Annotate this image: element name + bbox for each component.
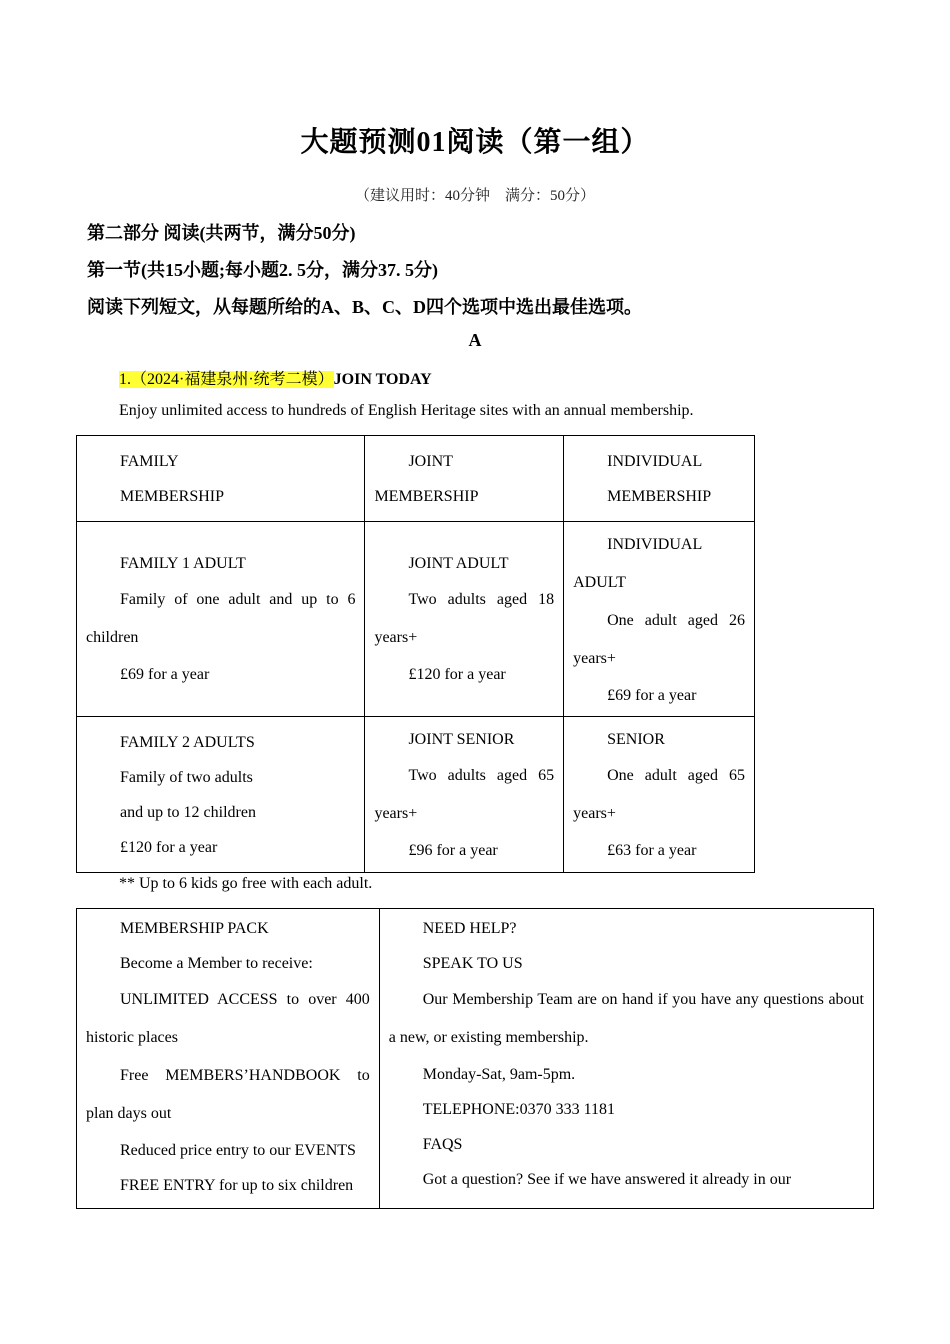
cell-text: JOINT ADULT	[408, 555, 509, 572]
cell-text: FAQS	[422, 1136, 463, 1153]
cell-text: and up to 12 children	[120, 803, 256, 821]
cell-text: NEED HELP?	[422, 920, 517, 937]
question-line	[119, 366, 432, 389]
cell-text: SENIOR	[607, 730, 665, 748]
time-and-score-note: （建议用时：40分钟 满分：50分）	[354, 188, 595, 204]
passage-intro: Enjoy unlimited access to hundreds of English Heritage sites with an annual membership.	[119, 402, 694, 419]
directions: 阅读下列短文，从每题所给的A、B、C、D四个选项中选出最佳选项。	[87, 297, 642, 317]
cell-text: FAMILY 2 ADULTS	[120, 733, 255, 751]
cell-text: Our Membership Team are on hand if you have any questions about a new, or existing membership.	[388, 991, 864, 1046]
page-title: 大题预测01阅读（第一组）	[300, 127, 650, 158]
section-heading: 第一节(共15小题;每小题2. 5分，满分37. 5分)	[87, 260, 438, 280]
passage-letter: A	[468, 330, 482, 350]
cell-text: Two adults aged 18 years+	[374, 591, 555, 646]
cell-text: MEMBERSHIP	[607, 487, 712, 505]
membership-table	[76, 435, 755, 873]
cell-text: Two adults aged 65 years+	[374, 766, 555, 822]
info-table	[76, 908, 874, 1209]
cell-text: Free MEMBERS’HANDBOOK to plan days out	[86, 1067, 370, 1122]
cell-text: £120 for a year	[408, 666, 506, 683]
cell-text: Reduced price entry to our EVENTS	[120, 1142, 356, 1159]
table-header-row	[77, 436, 755, 522]
cell-joint-senior	[365, 717, 564, 873]
cell-family-1-adult	[77, 522, 365, 717]
cell-text: INDIVIDUAL ADULT	[573, 535, 703, 591]
cell-senior	[564, 717, 755, 873]
cell-joint-adult	[365, 522, 564, 717]
cell-text: Family of one adult and up to 6 children	[86, 591, 356, 646]
header-family	[77, 436, 365, 522]
table-row	[77, 522, 755, 717]
header-individual	[564, 436, 755, 522]
cell-family-2-adults	[77, 717, 365, 873]
header-joint	[365, 436, 564, 522]
source-tag: 1.（2024·福建泉州·统考二模）	[119, 371, 334, 388]
cell-text: FAMILY	[120, 452, 179, 470]
cell-text: Got a question? See if we have answered it already in our	[422, 1171, 792, 1188]
passage-headline: JOIN TODAY	[333, 371, 432, 388]
need-help-cell	[379, 909, 873, 1209]
cell-text: INDIVIDUAL	[607, 452, 703, 470]
table-row	[77, 717, 755, 873]
cell-text: One adult aged 65 years+	[573, 766, 745, 822]
table-row	[77, 909, 874, 1209]
kids-free-note: ** Up to 6 kids go free with each adult.	[119, 875, 373, 892]
cell-text: One adult aged 26 years+	[573, 611, 745, 667]
cell-text: Family of two adults	[120, 768, 253, 786]
part-heading: 第二部分 阅读(共两节，满分50分)	[87, 223, 356, 243]
cell-text: TELEPHONE:0370 333 1181	[422, 1101, 616, 1118]
cell-text: Become a Member to receive:	[120, 955, 313, 972]
cell-text: MEMBERSHIP PACK	[120, 920, 269, 937]
cell-text: £63 for a year	[607, 841, 697, 859]
cell-text: JOINT	[408, 452, 453, 470]
cell-text: £120 for a year	[120, 838, 218, 856]
cell-individual-adult	[564, 522, 755, 717]
cell-text: FREE ENTRY for up to six children	[120, 1177, 354, 1194]
cell-text: MEMBERSHIP	[120, 487, 225, 505]
cell-text: SPEAK TO US	[422, 955, 523, 972]
cell-text: £96 for a year	[408, 841, 498, 859]
cell-text: MEMBERSHIP	[374, 487, 479, 505]
cell-text: UNLIMITED ACCESS to over 400 historic places	[86, 991, 370, 1046]
cell-text: £69 for a year	[607, 686, 697, 704]
cell-text: FAMILY 1 ADULT	[120, 555, 246, 572]
membership-pack-cell	[77, 909, 380, 1209]
cell-text: Monday-Sat, 9am-5pm.	[422, 1066, 576, 1083]
cell-text: £69 for a year	[120, 666, 210, 683]
cell-text: JOINT SENIOR	[408, 730, 515, 748]
